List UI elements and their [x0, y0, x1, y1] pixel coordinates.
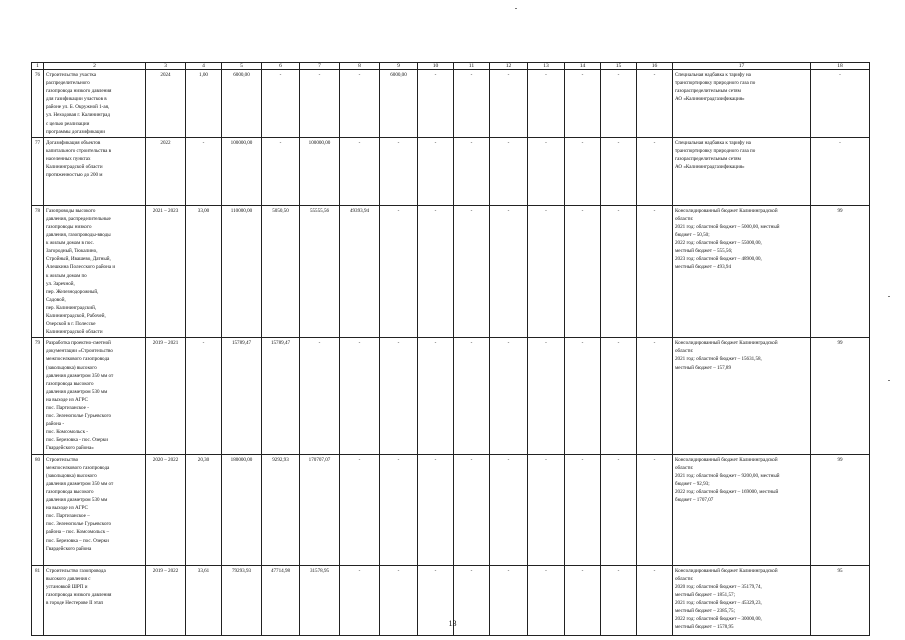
total-cost-cell: 79293,93 — [222, 565, 262, 635]
implementation-years-cell: 2020 – 2022 — [146, 454, 186, 565]
col18-cell: - — [811, 70, 870, 138]
cost-col9-cell: - — [380, 205, 418, 338]
cost-col15-cell: - — [601, 565, 637, 635]
page-number: 13 — [448, 619, 457, 628]
cost-col7-cell: 170707,07 — [300, 454, 340, 565]
cost-col12-cell: - — [490, 454, 528, 565]
column-header: 2 — [44, 63, 146, 70]
cost-col16-cell: - — [637, 70, 673, 138]
col18-cell: 95 — [811, 565, 870, 635]
column-header: 17 — [673, 63, 811, 70]
cost-col14-cell: - — [565, 338, 601, 454]
cost-col13-cell: - — [528, 565, 565, 635]
row-number-cell: 79 — [32, 338, 44, 454]
row-number-cell: 78 — [32, 205, 44, 338]
table-row — [32, 454, 870, 565]
total-cost-cell: 180000,00 — [222, 454, 262, 565]
column-header: 6 — [262, 63, 300, 70]
cost-col7-cell: 31578,95 — [300, 565, 340, 635]
column-header: 13 — [528, 63, 565, 70]
implementation-years-cell: 2024 — [146, 70, 186, 138]
funding-source-cell: Консолидированный бюджет Калининградской области: 2020 год: областной бюджет – 35179,74, местный бюджет – 1851,57; 2021 год: областной бюджет – 45329,23, местный бюджет – 2385,75; 2022 год: областной бюджет – 30000,00, местный бюджет – 1578,95 — [673, 565, 811, 635]
funding-source-cell: Консолидированный бюджет Калининградской области: 2021 год: областной бюджет – 15631,58, местный бюджет – 157,89 — [673, 338, 811, 454]
cost-col6-cell: 47714,98 — [262, 565, 300, 635]
cost-col13-cell: - — [528, 70, 565, 138]
cost-col7-cell: - — [300, 70, 340, 138]
column-header: 8 — [340, 63, 380, 70]
scan-speck — [888, 380, 890, 381]
funding-source-cell: Консолидированный бюджет Калининградской области: 2021 год: областной бюджет – 5000,00, местный бюджет – 50,50; 2022 год: областной бюджет – 55000,00, местный бюджет – 555,56; 2023 год: областной бюджет – 48900,00, местный бюджет – 493,94 — [673, 205, 811, 338]
cost-col12-cell: - — [490, 70, 528, 138]
cost-col9-cell: - — [380, 137, 418, 205]
cost-col13-cell: - — [528, 137, 565, 205]
total-cost-cell: 100000,00 — [222, 137, 262, 205]
cost-col14-cell: - — [565, 454, 601, 565]
cost-col15-cell: - — [601, 137, 637, 205]
object-name-cell: Разработка проектно-сметной документации «Строительство межпоселкового газопровода (закольцовка) высокого давления диаметром 350 мм от газопровода высокого давления диаметром 530 мм на выходе из АГРС пос. Партизанское - пос. Зеленополье Гурьевского района - пос. Комсомольск - пос. Березовка - пос. Озерки Гвардейского района» — [44, 338, 146, 454]
table-row — [32, 70, 870, 138]
cost-col11-cell: - — [454, 454, 490, 565]
cost-col15-cell: - — [601, 338, 637, 454]
column-header: 12 — [490, 63, 528, 70]
table-row — [32, 137, 870, 205]
length-km-cell: 1,00 — [186, 70, 222, 138]
object-name-cell: Строительство газопровода высокого давления с установкой ШРП и газопровода низкого давления в городе Нестерове II этап — [44, 565, 146, 635]
length-km-cell: - — [186, 338, 222, 454]
cost-col8-cell: - — [340, 565, 380, 635]
column-header: 15 — [601, 63, 637, 70]
cost-col11-cell: - — [454, 205, 490, 338]
object-name-cell: Строительство межпоселкового газопровода (закольцовка) высокого давления диаметром 350 мм от газопровода высокого давления диаметром 530 мм на выходе из АГРС пос. Партизанское – пос. Зеленополье Гурьевского района – пос. Комсомольск – пос. Березовка – пос. Озерки Гвардейского района — [44, 454, 146, 565]
cost-col14-cell: - — [565, 137, 601, 205]
cost-col8-cell: 49393,94 — [340, 205, 380, 338]
cost-col13-cell: - — [528, 338, 565, 454]
cost-col8-cell: - — [340, 338, 380, 454]
implementation-years-cell: 2019 – 2021 — [146, 338, 186, 454]
implementation-years-cell: 2022 — [146, 137, 186, 205]
length-km-cell: - — [186, 137, 222, 205]
cost-col10-cell: - — [418, 70, 454, 138]
column-header: 14 — [565, 63, 601, 70]
column-header: 10 — [418, 63, 454, 70]
cost-col15-cell: - — [601, 70, 637, 138]
investment-program-table — [31, 62, 870, 636]
funding-source-cell: Консолидированный бюджет Калининградской области: 2021 год: областной бюджет – 9200,00, местный бюджет – 92,93; 2022 год: областной бюджет – 169000, местный бюджет – 1707,07 — [673, 454, 811, 565]
cost-col12-cell: - — [490, 205, 528, 338]
funding-source-cell: Специальная надбавка к тарифу на транспортировку природного газа по газораспределительным сетям АО «Калининградгазификация» — [673, 137, 811, 205]
cost-col14-cell: - — [565, 70, 601, 138]
col18-cell: 99 — [811, 205, 870, 338]
cost-col10-cell: - — [418, 565, 454, 635]
cost-col13-cell: - — [528, 454, 565, 565]
cost-col10-cell: - — [418, 454, 454, 565]
column-number-row — [32, 63, 870, 70]
length-km-cell: 33,00 — [186, 205, 222, 338]
cost-col14-cell: - — [565, 205, 601, 338]
cost-col14-cell: - — [565, 565, 601, 635]
funding-source-cell: Специальная надбавка к тарифу на транспортировку природного газа по газораспределительным сетям АО «Калининградгазификация» — [673, 70, 811, 138]
col18-cell: - — [811, 137, 870, 205]
length-km-cell: 33,61 — [186, 565, 222, 635]
row-number-cell: 77 — [32, 137, 44, 205]
cost-col8-cell: - — [340, 454, 380, 565]
column-header: 11 — [454, 63, 490, 70]
cost-col10-cell: - — [418, 338, 454, 454]
cost-col11-cell: - — [454, 565, 490, 635]
implementation-years-cell: 2019 – 2022 — [146, 565, 186, 635]
column-header: 1 — [32, 63, 44, 70]
cost-col16-cell: - — [637, 338, 673, 454]
total-cost-cell: 110000,00 — [222, 205, 262, 338]
cost-col15-cell: - — [601, 454, 637, 565]
cost-col11-cell: - — [454, 338, 490, 454]
table-row — [32, 205, 870, 338]
cost-col10-cell: - — [418, 205, 454, 338]
cost-col16-cell: - — [637, 565, 673, 635]
cost-col11-cell: - — [454, 70, 490, 138]
cost-col9-cell: - — [380, 565, 418, 635]
scan-speck — [515, 8, 517, 9]
row-number-cell: 80 — [32, 454, 44, 565]
cost-col9-cell: - — [380, 454, 418, 565]
column-header: 7 — [300, 63, 340, 70]
cost-col10-cell: - — [418, 137, 454, 205]
column-header: 5 — [222, 63, 262, 70]
cost-col6-cell: 5050,50 — [262, 205, 300, 338]
cost-col7-cell: - — [300, 338, 340, 454]
column-header: 9 — [380, 63, 418, 70]
row-number-cell: 76 — [32, 70, 44, 138]
cost-col8-cell: - — [340, 70, 380, 138]
cost-col6-cell: 9292,93 — [262, 454, 300, 565]
cost-col6-cell: - — [262, 70, 300, 138]
object-name-cell: Газопроводы высокого давления, распределительные газопроводы низкого давления, газопроводы-вводы к жилым домам в пос. Загородный, Тюкалино, Стройный, Ивашево, Датный, Алешкина Полесского района и к жилым домам по ул. Заречной, пер. Железнодорожный, Садовой, пер. Калининградский, Калининградской, Рабочей, Озерской в г. Полесске Калининградской области — [44, 205, 146, 338]
object-name-cell: Догазификация объектов капитального строительства в населенных пунктах Калининградской области протяженностью до 200 м — [44, 137, 146, 205]
row-number-cell: 81 — [32, 565, 44, 635]
column-header: 3 — [146, 63, 186, 70]
cost-col12-cell: - — [490, 338, 528, 454]
cost-col6-cell: 15789,47 — [262, 338, 300, 454]
column-header: 16 — [637, 63, 673, 70]
cost-col16-cell: - — [637, 137, 673, 205]
cost-col8-cell: - — [340, 137, 380, 205]
cost-col7-cell: 55555,56 — [300, 205, 340, 338]
cost-col9-cell: 6000,00 — [380, 70, 418, 138]
column-header: 18 — [811, 63, 870, 70]
cost-col15-cell: - — [601, 205, 637, 338]
col18-cell: 99 — [811, 338, 870, 454]
cost-col12-cell: - — [490, 565, 528, 635]
cost-col9-cell: - — [380, 338, 418, 454]
cost-col11-cell: - — [454, 137, 490, 205]
cost-col7-cell: 100000,00 — [300, 137, 340, 205]
table-row — [32, 338, 870, 454]
cost-col6-cell: - — [262, 137, 300, 205]
cost-col16-cell: - — [637, 205, 673, 338]
length-km-cell: 20,30 — [186, 454, 222, 565]
object-name-cell: Строительство участка распределительного газопровода низкого давления для газификации участков в районе ул. Б. Окружной 1-ая, ул. Неходовая г. Калининград с целью реализации программы догазификации — [44, 70, 146, 138]
total-cost-cell: 15789,47 — [222, 338, 262, 454]
implementation-years-cell: 2021 – 2023 — [146, 205, 186, 338]
cost-col16-cell: - — [637, 454, 673, 565]
cost-col13-cell: - — [528, 205, 565, 338]
scan-speck — [888, 296, 890, 297]
total-cost-cell: 6000,00 — [222, 70, 262, 138]
column-header: 4 — [186, 63, 222, 70]
cost-col12-cell: - — [490, 137, 528, 205]
col18-cell: 99 — [811, 454, 870, 565]
